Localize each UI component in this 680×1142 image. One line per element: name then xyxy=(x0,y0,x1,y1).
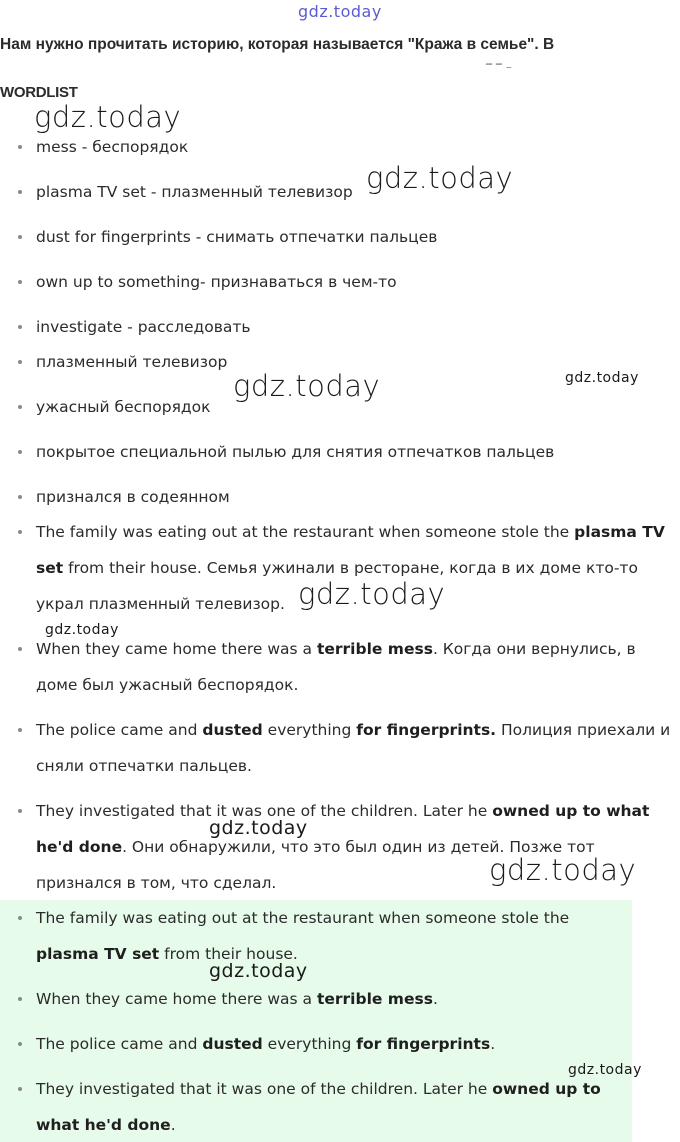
answer-item xyxy=(36,1026,606,1062)
list-item: dust for fingerprints - снимать отпечатки пальцев xyxy=(36,219,676,255)
answer-text: . xyxy=(432,990,438,1008)
watermark: gdz.today xyxy=(45,622,119,638)
sentence-text: Полиция приехали и сняли отпечатки пальцев. xyxy=(36,721,671,775)
answer-text: . xyxy=(490,1035,496,1053)
answer-text: from their house. xyxy=(159,945,298,963)
watermark: gdz.today xyxy=(209,960,308,982)
list-item: investigate - расследовать xyxy=(36,309,676,345)
answer-item xyxy=(36,1071,621,1142)
sentence-bold: dusted xyxy=(202,721,263,739)
list-item: признался в содеянном xyxy=(36,479,676,515)
answer-text: The police came and xyxy=(36,1035,203,1053)
sentence-text: everything xyxy=(262,721,357,739)
watermark: gdz.today xyxy=(233,369,381,403)
sentence-text: . Они обнаружили, что это был один из детей. Позже тот признался в том, что сделал. xyxy=(36,838,595,892)
watermark: gdz.today xyxy=(298,577,446,611)
list-item: плазменный телевизор xyxy=(36,344,676,380)
sentence-bold: owned up to what he'd done xyxy=(36,802,650,856)
answer-text: . xyxy=(170,1116,176,1134)
answer-text: everything xyxy=(262,1035,357,1053)
watermark: gdz.today xyxy=(366,161,514,195)
sentence-item xyxy=(36,712,676,784)
watermark: gdz.today xyxy=(34,100,182,134)
watermark: gdz.today xyxy=(565,370,639,386)
intro-text: Нам нужно прочитать историю, которая называется "Кража в семье". В xyxy=(0,36,555,53)
list-item: покрытое специальной пылью для снятия отпечатков пальцев xyxy=(36,434,676,470)
sentence-bold: plasma TV set xyxy=(36,523,665,577)
sentence-bold: for fingerprints. xyxy=(356,721,497,739)
answer-item xyxy=(36,981,606,1017)
watermark-top: gdz.today xyxy=(298,2,382,21)
list-item: own up to something- признаваться в чем-то xyxy=(36,264,676,300)
watermark: gdz.today xyxy=(209,817,308,839)
answer-item xyxy=(36,900,606,972)
sentence-text: The family was eating out at the restaurant when someone stole the xyxy=(36,523,575,541)
list-item: plasma TV set - плазменный телевизор xyxy=(36,174,676,210)
sentence-text: from their house. Семья ужинали в ресторане, когда в их доме кто-то украл плазменный телевизор. xyxy=(36,559,638,613)
answer-bold: terrible mess xyxy=(316,990,433,1008)
sentence-text: The police came and xyxy=(36,721,203,739)
sentence-bold: terrible mess xyxy=(316,640,433,658)
wordlist-title: WORDLIST xyxy=(0,84,78,101)
answer-bold: for fingerprints xyxy=(356,1035,491,1053)
sentence-text: When they came home there was a xyxy=(36,640,317,658)
list-item: mess - беспорядок xyxy=(36,129,676,165)
answer-bold: owned up to what he'd done xyxy=(36,1080,601,1134)
sentence-text: They investigated that it was one of the children. Later he xyxy=(36,802,493,820)
watermark: gdz.today xyxy=(489,853,637,887)
answer-text: When they came home there was a xyxy=(36,990,317,1008)
watermark: gdz.today xyxy=(568,1062,642,1078)
answer-text: They investigated that it was one of the children. Later he xyxy=(36,1080,493,1098)
list-item: ужасный беспорядок xyxy=(36,389,676,425)
answer-text: The family was eating out at the restaurant when someone stole the xyxy=(36,909,570,927)
decorative-marks: ‾ ‾ ⁻ xyxy=(486,62,512,76)
sentence-item xyxy=(36,631,676,703)
answer-bold: plasma TV set xyxy=(36,945,160,963)
answer-bold: dusted xyxy=(202,1035,263,1053)
sentence-text: . Когда они вернулись, в доме был ужасный беспорядок. xyxy=(36,640,636,694)
